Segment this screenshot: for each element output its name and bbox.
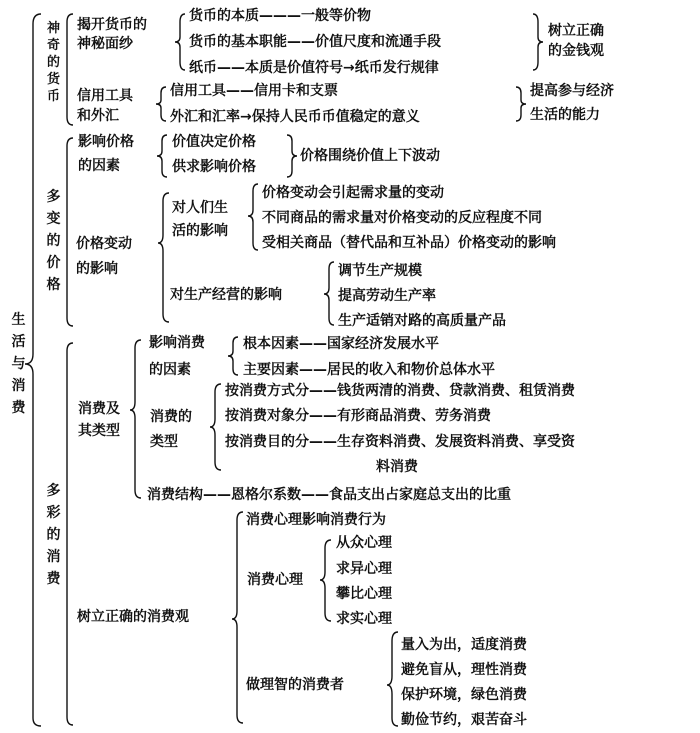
type-by-purpose: 按消费目的分——生存资料消费、发展资料消费、享受资 <box>225 434 575 450</box>
node-price-change-line1: 价格变动 <box>76 236 132 252</box>
supply-demand-price: 供求影响价格 <box>172 159 256 175</box>
section-title-consumption: 多彩的消费 <box>46 483 61 587</box>
production-impact-1: 调节生产规模 <box>338 263 422 279</box>
type-by-object: 按消费对象分——有形商品消费、劳务消费 <box>225 408 491 424</box>
node-life-impact-line1: 对人们生 <box>172 200 228 216</box>
money-functions: 货币的基本职能——价值尺度和流通手段 <box>189 34 441 50</box>
psychology-4: 求实心理 <box>336 611 392 627</box>
psychology-2: 求异心理 <box>336 561 392 577</box>
result-money-view-line1: 树立正确 <box>548 23 604 39</box>
money-essence: 货币的本质———一般等价物 <box>189 8 371 24</box>
node-credit-line1: 信用工具 <box>77 88 133 104</box>
smart-1: 量入为出，适度消费 <box>401 637 527 653</box>
section-title-price: 多变的价格 <box>46 189 61 293</box>
psychology-affects-behavior: 消费心理影响消费行为 <box>246 512 386 528</box>
value-determines-price: 价值决定价格 <box>172 134 256 150</box>
type-by-purpose-cont: 料消费 <box>376 459 418 475</box>
node-smart-consumer: 做理智的消费者 <box>246 677 344 693</box>
exchange-rate: 外汇和汇率→保持人民币币值稳定的意义 <box>170 109 420 125</box>
node-price-factors-line1: 影响价格 <box>78 134 134 150</box>
node-consumption-types-line2: 其类型 <box>78 423 120 439</box>
psychology-1: 从众心理 <box>336 535 392 551</box>
life-impact-3: 受相关商品（替代品和互补品）价格变动的影响 <box>262 235 556 251</box>
node-consumption-factors-line2: 的因素 <box>149 362 191 378</box>
main-factor: 主要因素——居民的收入和物价总体水平 <box>243 362 495 378</box>
node-reveal-money-line1: 揭开货币的 <box>77 17 147 33</box>
life-impact-1: 价格变动会引起需求量的变动 <box>262 185 444 201</box>
smart-4: 勤俭节约，艰苦奋斗 <box>401 712 527 728</box>
consumption-structure: 消费结构——恩格尔系数——食品支出占家庭总支出的比重 <box>147 487 511 503</box>
node-price-change-line2: 的影响 <box>76 261 118 277</box>
result-money-view-line2: 的金钱观 <box>548 43 604 59</box>
section-title-money: 神奇的货币 <box>46 21 60 104</box>
production-impact-2: 提高劳动生产率 <box>338 288 436 304</box>
node-consumption-type-line2: 类型 <box>150 434 178 450</box>
result-ability-line1: 提高参与经济 <box>530 83 614 99</box>
root-title: 生活与消费 <box>11 312 26 416</box>
paper-money: 纸币——本质是价值符号→纸币发行规律 <box>189 60 439 76</box>
node-production-impact: 对生产经营的影响 <box>170 287 282 303</box>
smart-2: 避免盲从，理性消费 <box>401 662 527 678</box>
node-consumption-view: 树立正确的消费观 <box>77 609 189 625</box>
node-consumer-psychology: 消费心理 <box>247 572 303 588</box>
node-life-impact-line2: 活的影响 <box>172 223 228 239</box>
life-impact-2: 不同商品的需求量对价格变动的反应程度不同 <box>262 210 542 226</box>
credit-tools: 信用工具——信用卡和支票 <box>170 83 338 99</box>
node-price-factors-line2: 的因素 <box>78 158 120 174</box>
node-reveal-money-line2: 神秘面纱 <box>77 36 133 52</box>
node-consumption-factors-line1: 影响消费 <box>149 335 205 351</box>
type-by-method: 按消费方式分——钱货两清的消费、贷款消费、租赁消费 <box>225 383 575 399</box>
result-ability-line2: 生活的能力 <box>530 107 600 123</box>
result-price-fluctuation: 价格围绕价值上下波动 <box>300 148 440 164</box>
production-impact-3: 生产适销对路的高质量产品 <box>338 313 506 329</box>
node-credit-line2: 和外汇 <box>77 108 119 124</box>
smart-3: 保护环境，绿色消费 <box>401 687 527 703</box>
fundamental-factor: 根本因素——国家经济发展水平 <box>243 336 439 352</box>
node-consumption-type-line1: 消费的 <box>150 409 192 425</box>
node-consumption-types-line1: 消费及 <box>78 401 120 417</box>
psychology-3: 攀比心理 <box>336 586 392 602</box>
